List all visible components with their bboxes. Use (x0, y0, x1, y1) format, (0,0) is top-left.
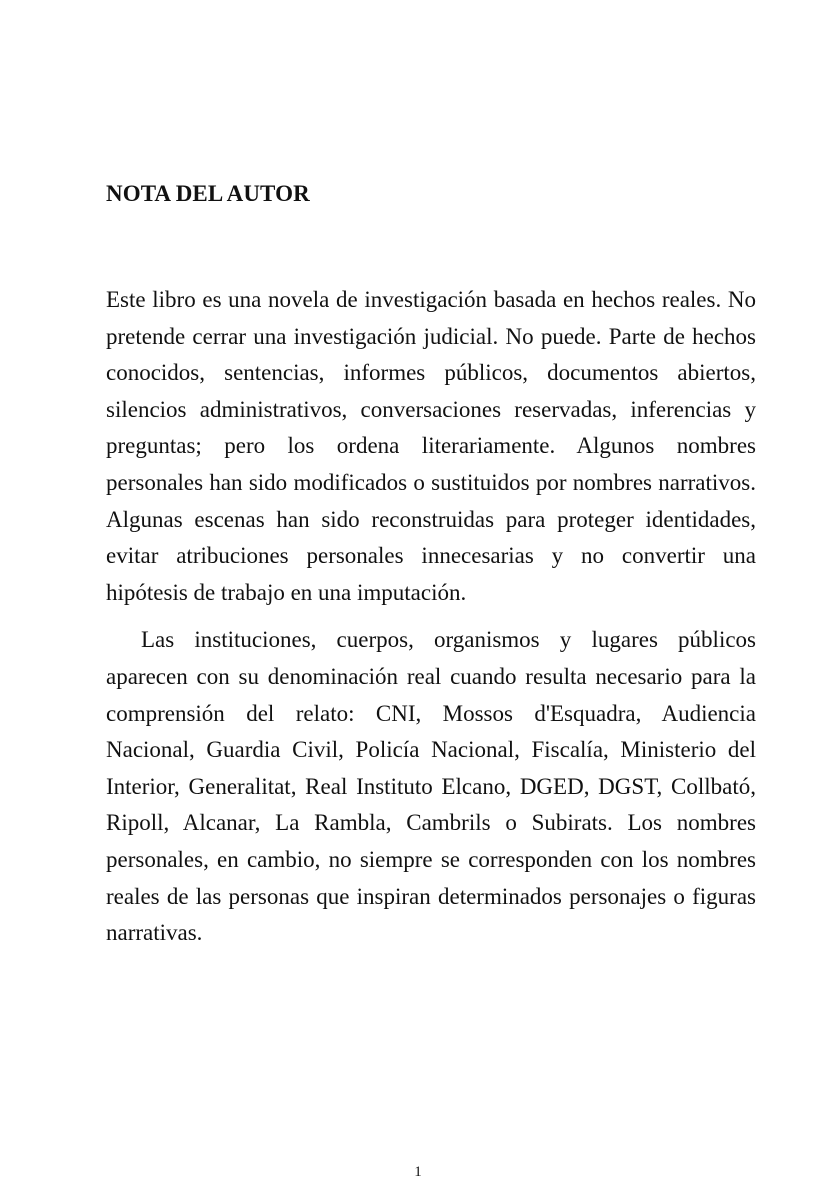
section-title: NOTA DEL AUTOR (106, 181, 310, 206)
page-number: 1 (414, 1164, 422, 1180)
body-text (106, 282, 756, 952)
paragraph-1: Este libro es una novela de investigación basada en hechos reales. No pretende cerrar una investigación judicial. No puede. Parte de hechos conocidos, sentencias, informes públicos, documentos abiertos, silencios administrativos, conversaciones reservadas, inferencias y preguntas; pero los ordena literariamente. Algunos nombres personales han sido modificados o sustituidos por nombres narrativos. Algunas escenas han sido reconstruidas para proteger identidades, evitar atribuciones personales innecesarias y no convertir una hipótesis de trabajo en una imputación. (106, 287, 756, 605)
paragraph-2: Las instituciones, cuerpos, organismos y lugares públicos aparecen con su denominación real cuando resulta necesario para la comprensión del relato: CNI, Mossos d'Esquadra, Audiencia Nacional, Guardia Civil, Policía Nacional, Fiscalía, Ministerio del Interior, Generalitat, Real Instituto Elcano, DGED, DGST, Collbató, Ripoll, Alcanar, La Rambla, Cambrils o Subirats. Los nombres personales, en cambio, no siempre se corresponden con los nombres reales de las personas que inspiran determinados personajes o figuras narrativas. (106, 627, 756, 946)
